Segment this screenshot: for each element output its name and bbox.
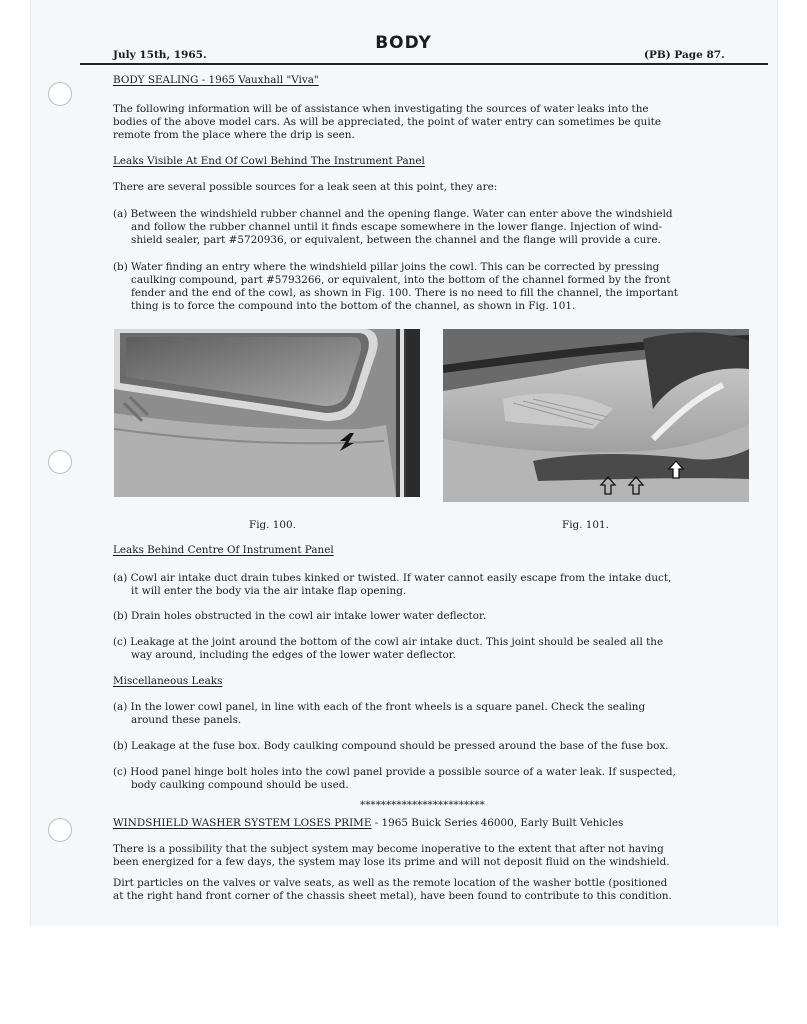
intro-line: The following information will be of assistance when investigating the sources of water leaks into the bbox=[113, 103, 649, 115]
punch-hole bbox=[48, 82, 72, 106]
subheading-cowl-leaks: Leaks Visible At End Of Cowl Behind The Instrument Panel bbox=[113, 155, 425, 167]
header-page-ref: (PB) Page 87. bbox=[644, 49, 725, 61]
list-item-line: it will enter the body via the air intake flap opening. bbox=[131, 585, 407, 597]
intro-line: remote from the place where the drip is seen. bbox=[113, 129, 355, 141]
section-heading-washer bbox=[113, 817, 623, 830]
paragraph-line: been energized for a few days, the system may lose its prime and will not deposit fluid on the windshield. bbox=[113, 856, 670, 868]
list-item-line: around these panels. bbox=[131, 714, 242, 726]
washer-heading-title: WINDSHIELD WASHER SYSTEM LOSES PRIME bbox=[113, 817, 372, 829]
section-heading-body-sealing: BODY SEALING - 1965 Vauxhall "Viva" bbox=[113, 74, 319, 86]
item-b-line: thing is to force the compound into the bottom of the channel, as shown in Fig. 101. bbox=[131, 300, 576, 312]
list-item-line: way around, including the edges of the lower water deflector. bbox=[131, 649, 456, 661]
list-item-line: (c) Hood panel hinge bolt holes into the cowl panel provide a possible source of a water leak. If suspected, bbox=[113, 766, 676, 778]
subheading-misc-leaks: Miscellaneous Leaks bbox=[113, 675, 223, 687]
paragraph-line: at the right hand front corner of the chassis sheet metal), have been found to contribute to this condition. bbox=[113, 890, 672, 902]
list-item-line: (a) Cowl air intake duct drain tubes kinked or twisted. If water cannot easily escape from the intake duct, bbox=[113, 572, 672, 584]
punch-hole bbox=[48, 818, 72, 842]
fig-100-photo bbox=[114, 329, 420, 497]
paragraph-line: Dirt particles on the valves or valve seats, as well as the remote location of the washer bottle (positioned bbox=[113, 877, 668, 889]
item-a-line: (a) Between the windshield rubber channel and the opening flange. Water can enter above the windshield bbox=[113, 208, 673, 220]
fig-100-caption: Fig. 100. bbox=[249, 519, 296, 531]
item-b-line: caulking compound, part #5793266, or equivalent, into the bottom of the channel formed by the front bbox=[131, 274, 671, 286]
list-item-line: (a) In the lower cowl panel, in line with each of the front wheels is a square panel. Check the sealing bbox=[113, 701, 646, 713]
subheading-instrument-panel-leaks: Leaks Behind Centre Of Instrument Panel bbox=[113, 544, 334, 556]
list-item-line: (c) Leakage at the joint around the bottom of the cowl air intake duct. This joint should be sealed all the bbox=[113, 636, 664, 648]
item-a-line: and follow the rubber channel until it finds escape somewhere in the lower flange. Injection of wind- bbox=[131, 221, 663, 233]
punch-hole bbox=[48, 450, 72, 474]
separator: ************************ bbox=[360, 799, 485, 811]
item-b-line: fender and the end of the cowl, as shown in Fig. 100. There is no need to fill the channel, the important bbox=[131, 287, 678, 299]
washer-heading-suffix: - 1965 Buick Series 46000, Early Built Vehicles bbox=[371, 817, 624, 829]
header-rule bbox=[80, 63, 768, 65]
list-item-line: (b) Drain holes obstructed in the cowl air intake lower water deflector. bbox=[113, 610, 487, 622]
subsection-intro: There are several possible sources for a leak seen at this point, they are: bbox=[113, 181, 498, 193]
paragraph-line: There is a possibility that the subject system may become inoperative to the extent that after not having bbox=[113, 843, 664, 855]
list-item-line: (b) Leakage at the fuse box. Body caulking compound should be pressed around the base of the fuse box. bbox=[113, 740, 669, 752]
list-item-line: body caulking compound should be used. bbox=[131, 779, 349, 791]
item-a-line: shield sealer, part #5720936, or equivalent, between the channel and the flange will provide a cure. bbox=[131, 234, 661, 246]
header-date: July 15th, 1965. bbox=[113, 49, 207, 61]
fig-101-caption: Fig. 101. bbox=[562, 519, 609, 531]
item-b-line: (b) Water finding an entry where the windshield pillar joins the cowl. This can be corrected by pressing bbox=[113, 261, 660, 273]
page-title: BODY bbox=[375, 33, 432, 53]
intro-line: bodies of the above model cars. As will be appreciated, the point of water entry can sometimes be quite bbox=[113, 116, 662, 128]
fig-101-photo bbox=[443, 329, 749, 502]
